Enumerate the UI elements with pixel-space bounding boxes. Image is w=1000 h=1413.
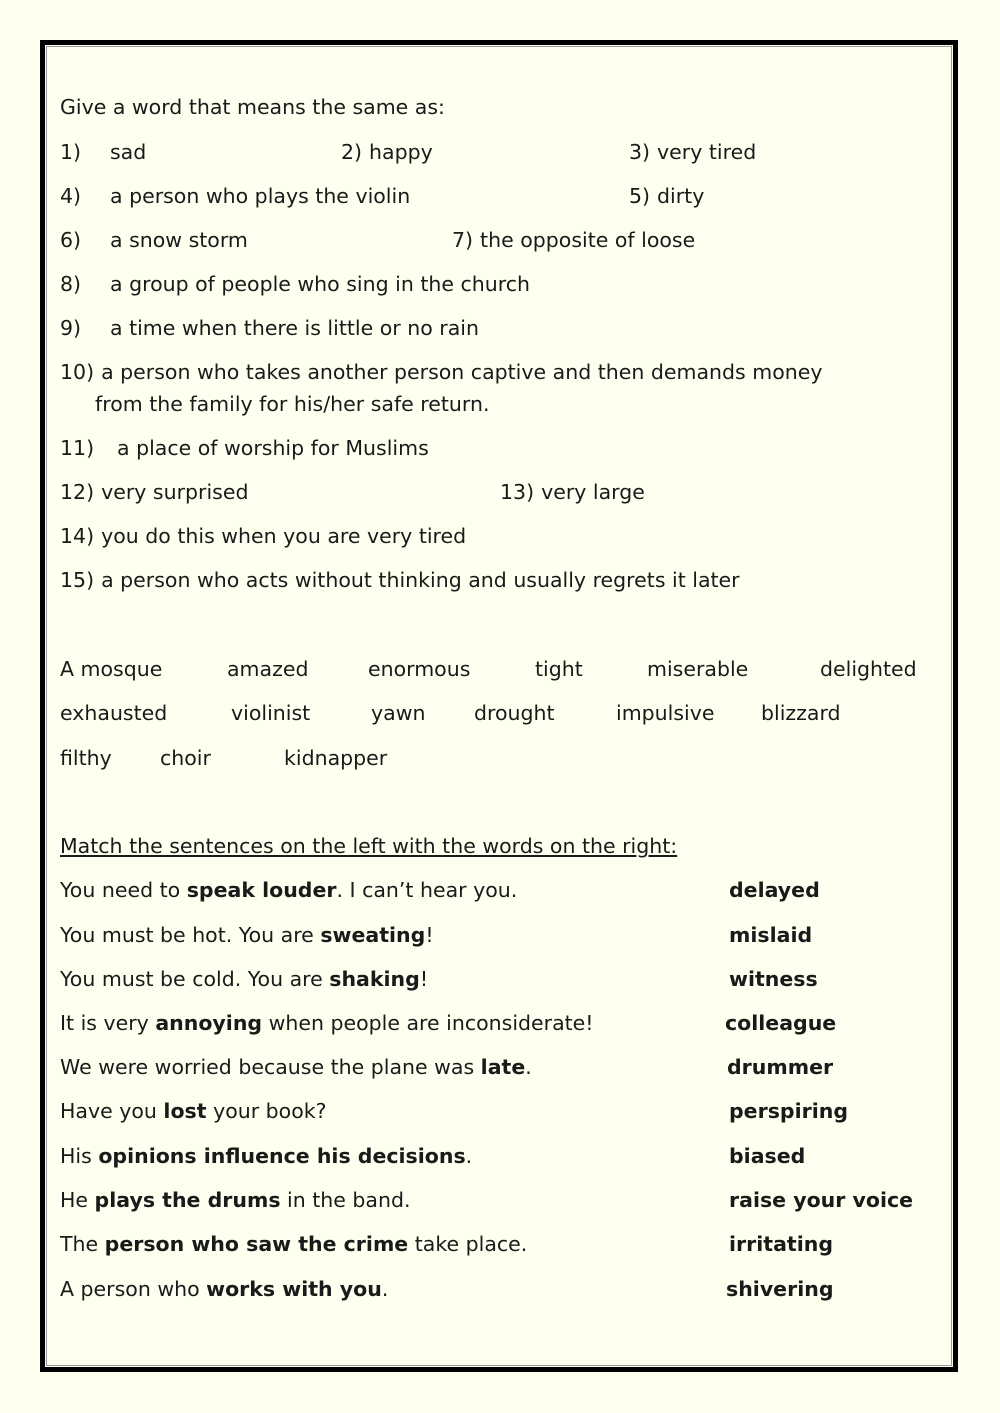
sentence-text: You need to [60,878,187,902]
sentence-bold-phrase: plays the drums [94,1188,281,1212]
word-bank-word: amazed [227,657,309,681]
sentence-bold-phrase: late [480,1055,526,1079]
sentence-text: . I can’t hear you. [336,878,518,902]
synonym-item [629,140,756,164]
item-number: 10) [60,360,95,384]
synonym-item [60,316,479,340]
item-text: you do this when you are very tired [101,524,467,548]
sentence-bold-phrase: speak louder [186,878,337,902]
sentence-bold-phrase: sweating [320,923,426,947]
sentence-text: take place. [408,1232,528,1256]
sentence-text: His [60,1144,99,1168]
sentence-text: He [60,1188,95,1212]
synonym-item [60,272,530,296]
matching-sentence [60,1144,472,1168]
item-number: 13) [500,480,535,504]
matching-word: witness [729,967,818,991]
item-number: 5) [629,184,651,208]
matching-sentence [60,1232,527,1256]
word-bank-word: delighted [820,657,917,681]
synonym-item [452,228,695,252]
matching-sentence [60,923,434,947]
word-bank-word: tight [535,657,583,681]
sentence-bold-phrase: opinions influence his decisions [98,1144,466,1168]
word-bank-word: choir [160,746,211,770]
matching-word: colleague [725,1011,837,1035]
sentence-bold-phrase: shaking [329,967,420,991]
matching-sentence [60,1011,594,1035]
matching-word: biased [729,1144,806,1168]
sentence-text: in the band. [280,1188,411,1212]
synonym-item [60,140,147,164]
item-number: 6) [60,228,82,252]
item-text: dirty [657,184,705,208]
sentence-text: You must be hot. You are [60,923,321,947]
item-number: 2) [341,140,363,164]
sentence-text: ! [419,967,429,991]
sentence-text: The [60,1232,105,1256]
item-text: a place of worship for Muslims [117,436,429,460]
synonyms-instruction: Give a word that means the same as: [60,95,445,119]
item-number: 8) [60,272,82,296]
word-bank-word: filthy [60,746,112,770]
matching-sentence [60,1055,532,1079]
synonym-item [60,480,248,504]
sentence-text: . [381,1277,389,1301]
synonym-item [60,524,466,548]
sentence-bold-phrase: works with you [206,1277,382,1301]
sentence-bold-phrase: annoying [155,1011,263,1035]
synonym-item [500,480,645,504]
item-text-continued: from the family for his/her safe return. [95,392,490,416]
item-text: a group of people who sing in the church [110,272,530,296]
item-text: a person who plays the violin [110,184,411,208]
matching-sentence [60,967,428,991]
matching-word: irritating [729,1232,834,1256]
item-text: very surprised [101,480,249,504]
word-bank-word: exhausted [60,701,168,725]
sentence-bold-phrase: lost [163,1099,207,1123]
item-text: happy [369,140,433,164]
matching-word: delayed [729,878,820,902]
sentence-text: . [525,1055,532,1079]
item-number: 9) [60,316,82,340]
matching-sentence [60,878,517,902]
sentence-text: ! [425,923,434,947]
matching-word: perspiring [729,1099,848,1123]
item-number: 4) [60,184,82,208]
item-text: a person who acts without thinking and usually regrets it later [101,568,740,592]
matching-word: shivering [726,1277,834,1301]
matching-sentence [60,1188,411,1212]
item-number: 14) [60,524,95,548]
item-number: 15) [60,568,95,592]
word-bank-word: drought [474,701,555,725]
item-number: 1) [60,140,82,164]
synonym-item [629,184,704,208]
item-number: 11) [60,436,95,460]
item-text: the opposite of loose [480,228,696,252]
matching-word: raise your voice [729,1188,914,1212]
sentence-bold-phrase: person who saw the crime [104,1232,409,1256]
synonym-item [60,360,822,384]
synonym-item [60,184,411,208]
synonym-item [60,436,429,460]
matching-word: drummer [727,1055,834,1079]
item-text: sad [110,140,147,164]
sentence-text: your book? [206,1099,327,1123]
word-bank-word: yawn [371,701,426,725]
item-number: 12) [60,480,95,504]
matching-word: mislaid [729,923,813,947]
item-text: very tired [657,140,757,164]
word-bank-word: kidnapper [284,746,388,770]
word-bank-word: impulsive [616,701,715,725]
synonym-item [60,228,248,252]
matching-instruction: Match the sentences on the left with the words on the right: [60,834,678,858]
sentence-text: Have you [60,1099,164,1123]
synonym-item [60,568,740,592]
synonym-item [341,140,433,164]
sentence-text: We were worried because the plane was [60,1055,481,1079]
matching-sentence [60,1099,327,1123]
item-text: a person who takes another person captive and then demands money [101,360,823,384]
word-bank-word: A mosque [60,657,163,681]
item-text: a time when there is little or no rain [110,316,479,340]
sentence-text: It is very [60,1011,156,1035]
item-number: 3) [629,140,651,164]
sentence-text: A person who [60,1277,207,1301]
item-text: very large [541,480,645,504]
sentence-text: You must be cold. You are [60,967,330,991]
item-number: 7) [452,228,474,252]
word-bank-word: blizzard [761,701,841,725]
sentence-text: . [465,1144,473,1168]
word-bank-word: violinist [231,701,311,725]
word-bank-word: enormous [368,657,471,681]
item-text: a snow storm [110,228,248,252]
matching-sentence [60,1277,388,1301]
word-bank-word: miserable [647,657,749,681]
sentence-text: when people are inconsiderate! [262,1011,594,1035]
